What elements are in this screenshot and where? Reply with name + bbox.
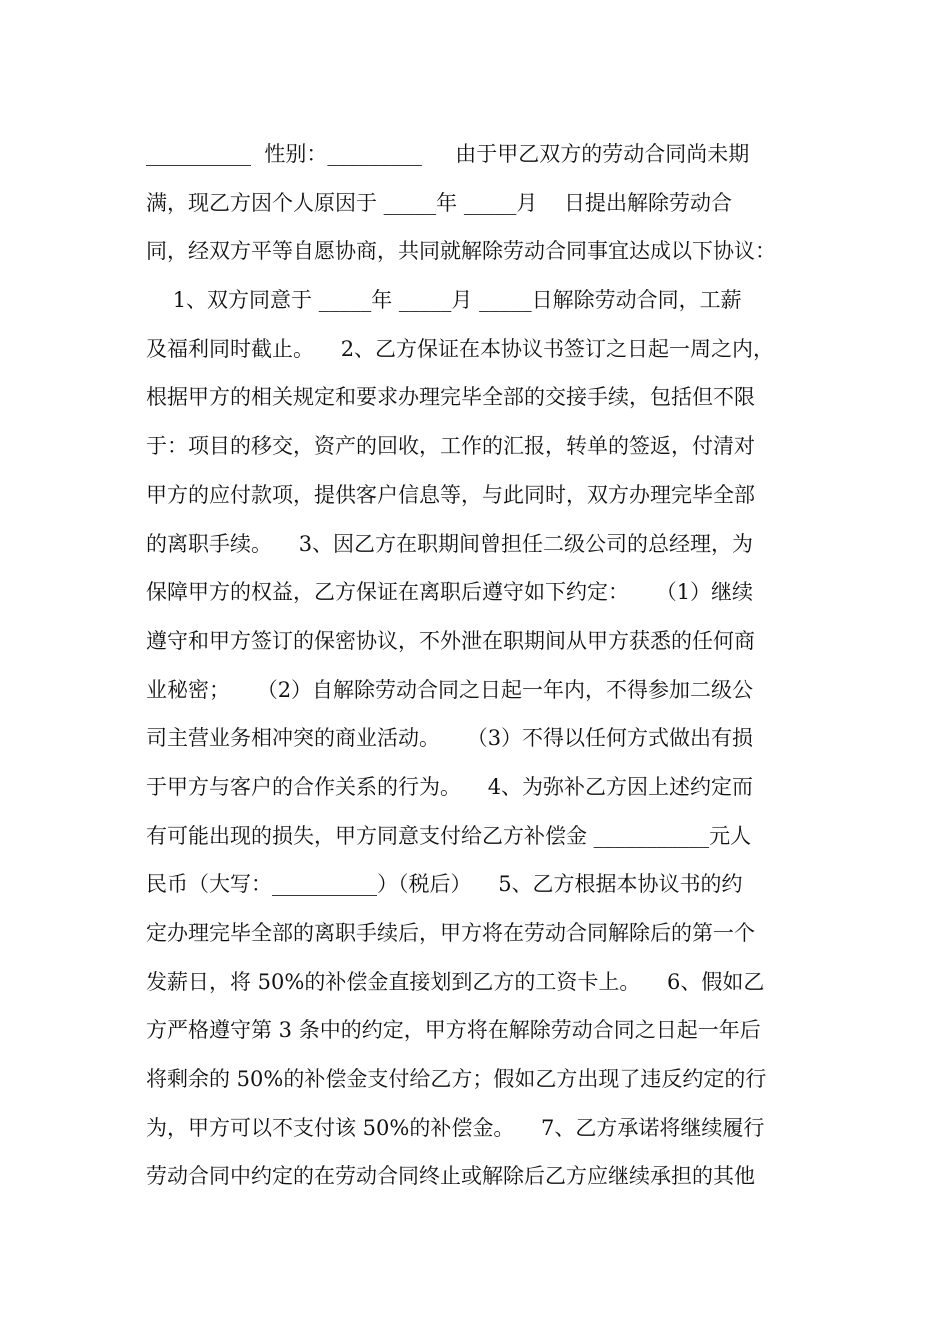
text-line: 劳动合同中约定的在劳动合同终止或解除后乙方应继续承担的其他 <box>146 1164 755 1189</box>
text-line: 同，经双方平等自愿协商，共同就解除劳动合同事宜达成以下协议： <box>146 239 776 264</box>
text-line: 有可能出现的损失，甲方同意支付给乙方补偿金 ___________元人 <box>146 823 752 848</box>
text-line: 方严格遵守第 3 条中的约定，甲方将在解除劳动合同之日起一年后 <box>146 1018 761 1043</box>
text-line: 根据甲方的相关规定和要求办理完毕全部的交接手续，包括但不限 <box>146 385 755 410</box>
text-line: 于：项目的移交，资产的回收，工作的汇报，转单的签返，付清对 <box>146 434 755 459</box>
text-line: 的离职手续。 3、因乙方在职期间曾担任二级公司的总经理，为 <box>146 531 754 556</box>
text-line: 将剩余的 50%的补偿金支付给乙方；假如乙方出现了违反约定的行 <box>146 1067 767 1092</box>
text-line: 民币（大写：__________）（税后） 5、乙方根据本协议书的约 <box>146 872 743 897</box>
agreement-body <box>146 130 826 1201</box>
text-line: 满，现乙方因个人原因于 _____年 _____月 日提出解除劳动合 <box>146 190 733 215</box>
text-line: 业秘密； （2）自解除劳动合同之日起一年内，不得参加二级公 <box>146 677 754 702</box>
text-line: 遵守和甲方签订的保密协议，不外泄在职期间从甲方获悉的任何商 <box>146 628 755 653</box>
text-line: 为，甲方可以不支付该 50%的补偿金。 7、乙方承诺将继续履行 <box>146 1115 765 1140</box>
text-line: 定办理完毕全部的离职手续后，甲方将在劳动合同解除后的第一个 <box>146 921 755 945</box>
text-line: 保障甲方的权益，乙方保证在离职后遵守如下约定： （1）继续 <box>146 580 754 605</box>
text-line: 发薪日，将 50%的补偿金直接划到乙方的工资卡上。 6、假如乙 <box>146 969 765 994</box>
text-line: __________ 性别：_________ 由于甲乙双方的劳动合同尚未期 <box>146 142 750 166</box>
text-line: 及福利同时截止。 2、乙方保证在本协议书签订之日起一周之内， <box>146 336 775 361</box>
text-line: 甲方的应付款项，提供客户信息等，与此同时，双方办理完毕全部 <box>146 482 755 507</box>
text-line: 司主营业务相冲突的商业活动。 （3）不得以任何方式做出有损 <box>146 726 754 751</box>
text-line: 于甲方与客户的合作关系的行为。 4、为弥补乙方因上述约定而 <box>146 774 754 799</box>
text-line: 1、双方同意于 _____年 _____月 _____日解除劳动合同，工薪 <box>146 288 742 313</box>
